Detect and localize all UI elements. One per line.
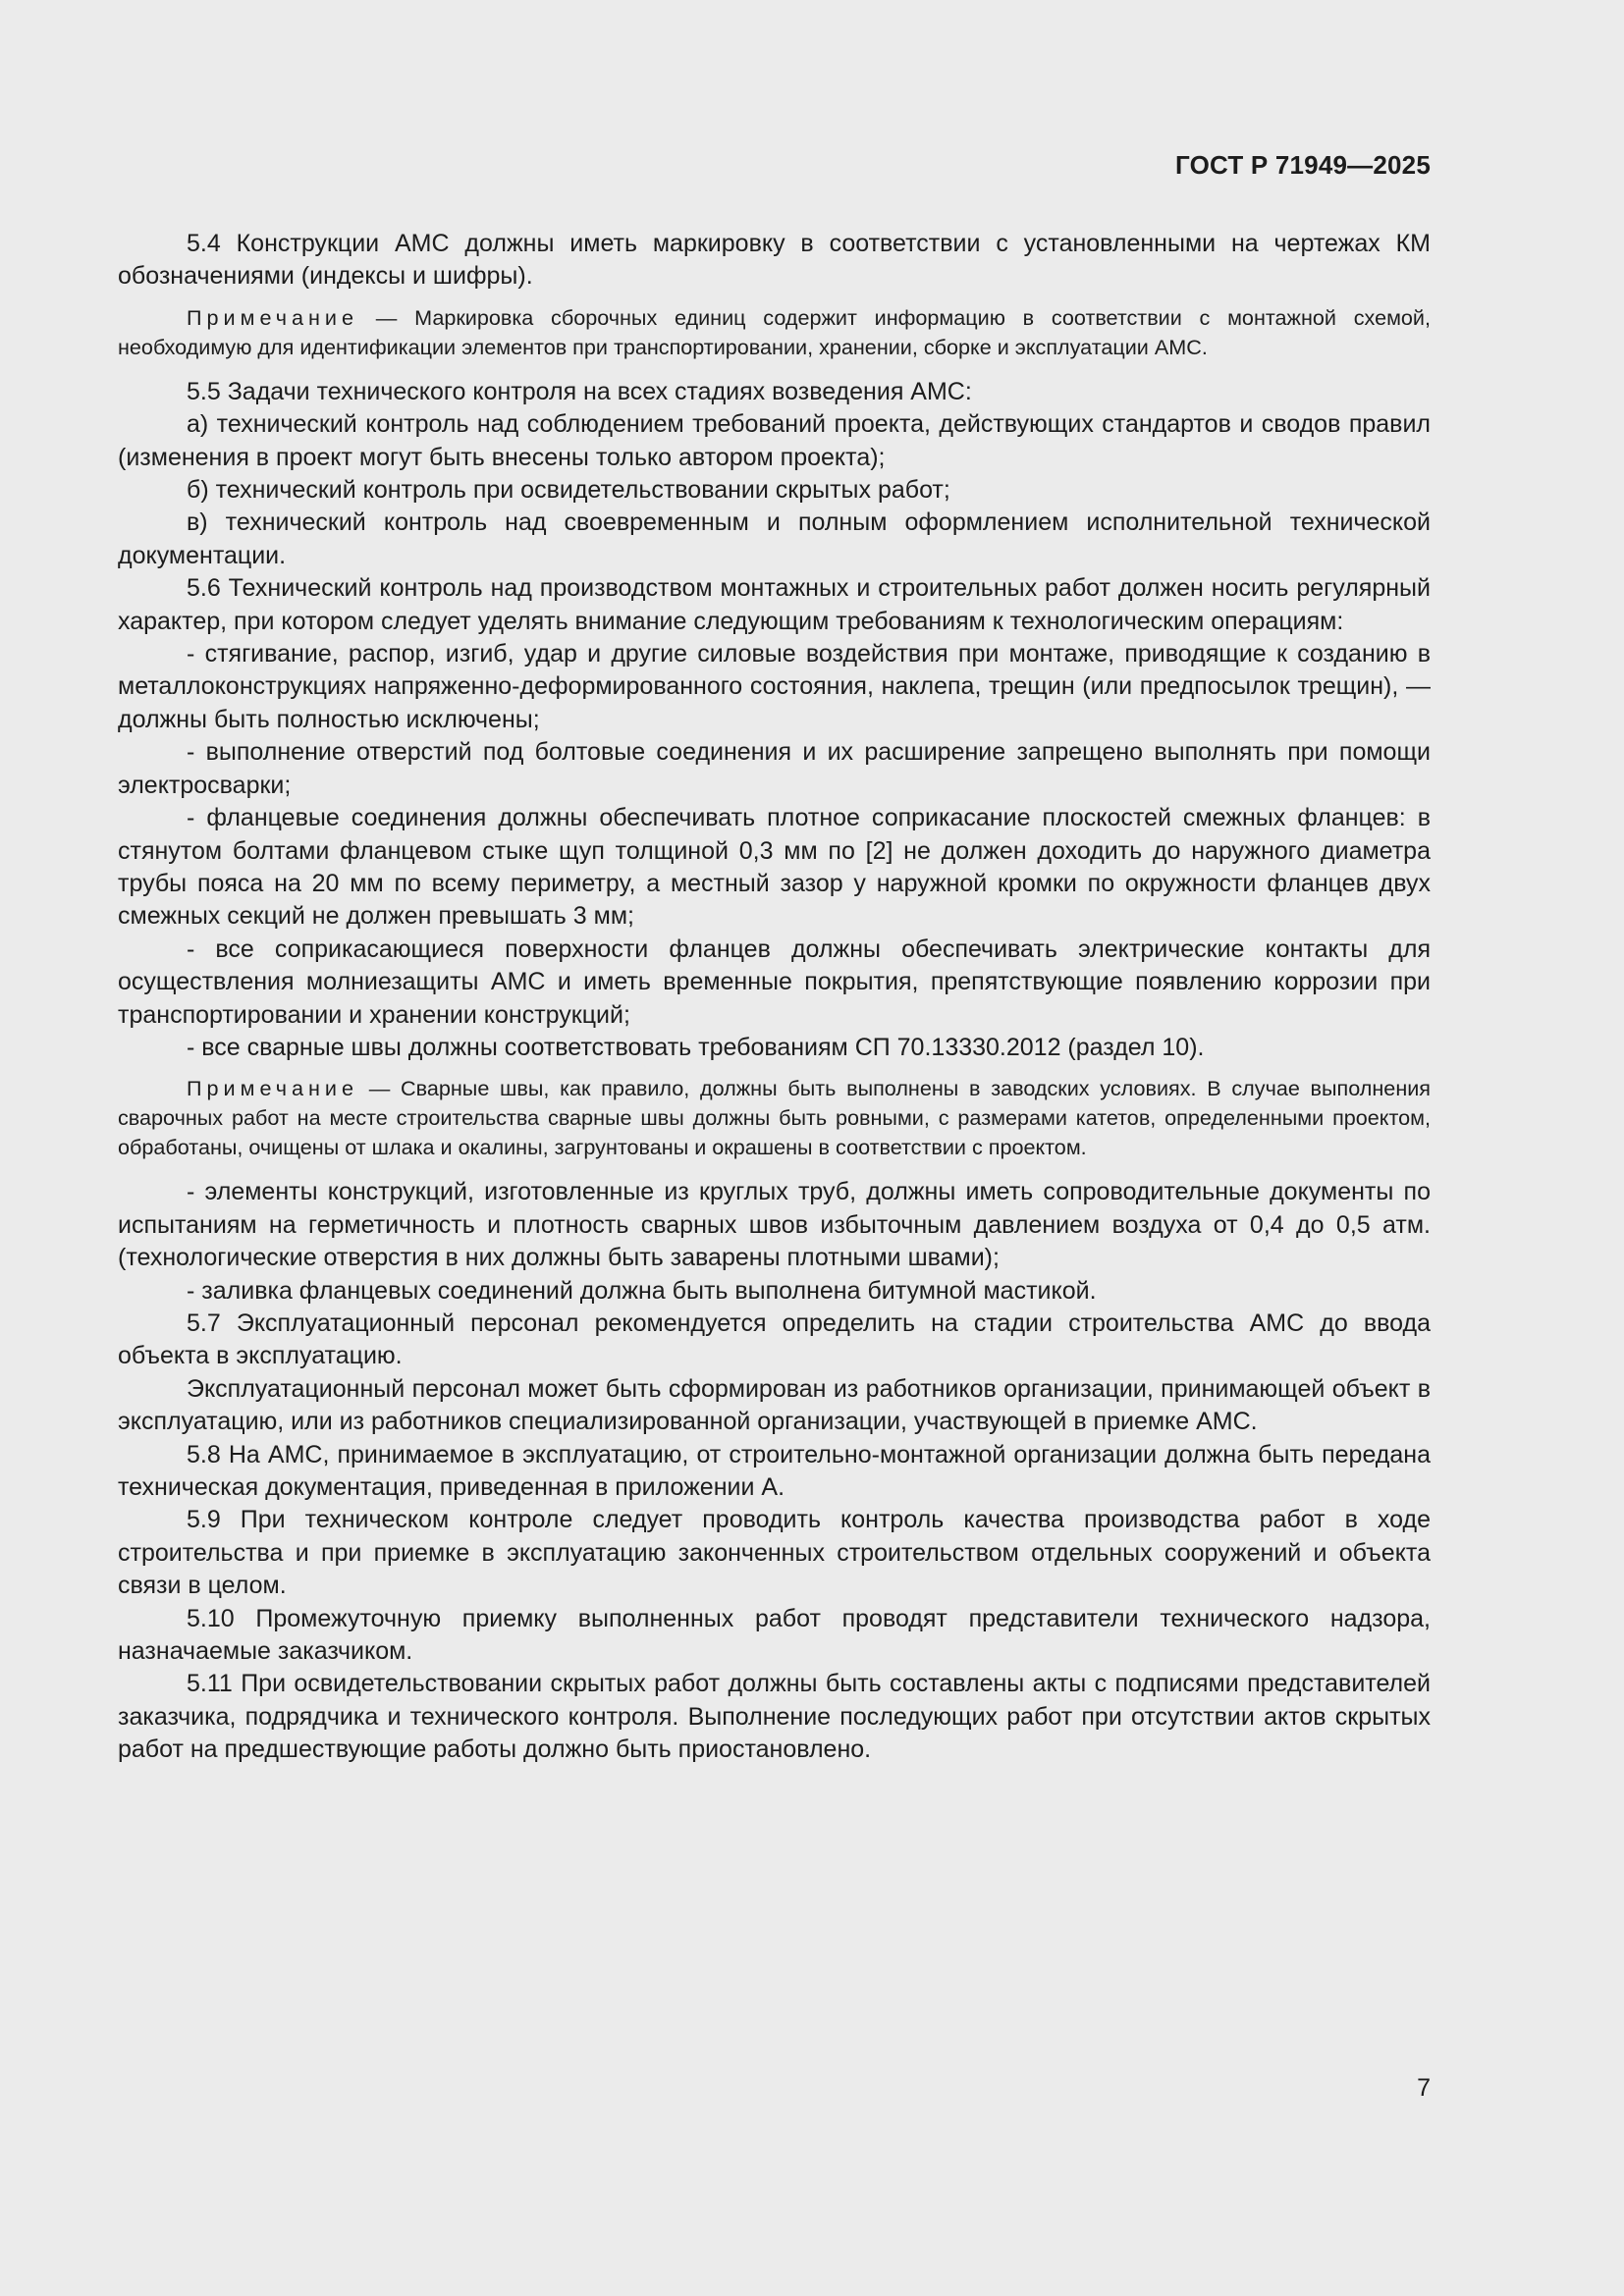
- paragraph-5-5-b: б) технический контроль при освидетельствовании скрытых работ;: [187, 476, 950, 505]
- note-label: Примечание: [187, 1076, 358, 1101]
- list-item: - стягивание, распор, изгиб, удар и другие силовые воздействия при монтаже, приводящие к созданию в металлоконструкциях напряженно-деформированного состояния, наклепа, трещин (или предпосылок трещин), — должны быть полностью исключены;: [118, 640, 1431, 733]
- note-marking: [118, 303, 1431, 362]
- paragraph-5-7-continued: Эксплуатационный персонал может быть сформирован из работников организации, принимающей объект в эксплуатацию, или из работников специализированной организации, участвующей в приемке АМС.: [118, 1374, 1431, 1436]
- paragraph-5-4: 5.4 Конструкции АМС должны иметь маркировку в соответствии с установленными на чертежах КМ обозначениями (индексы и шифры).: [118, 230, 1431, 291]
- note-label: Примечание: [187, 304, 358, 330]
- paragraph-5-5: 5.5 Задачи технического контроля на всех стадиях возведения АМС:: [187, 377, 972, 405]
- note-welds: [118, 1074, 1431, 1162]
- paragraph-5-9: 5.9 При техническом контроле следует проводить контроль качества производства работ в ходе строительства и при приемке в эксплуатацию законченных строительством отдельных сооружений и объекта связи в целом.: [118, 1506, 1431, 1600]
- paragraph-5-5-a: а) технический контроль над соблюдением требований проекта, действующих стандартов и сводов правил (изменения в проект могут быть внесены только автором проекта);: [118, 410, 1431, 471]
- paragraph-5-11: 5.11 При освидетельствовании скрытых работ должны быть составлены акты с подписями представителей заказчика, подрядчика и технического контроля. Выполнение последующих работ при отсутствии актов скрытых работ на предшествующие работы должно быть приостановлено.: [118, 1670, 1431, 1764]
- list-item: - заливка фланцевых соединений должна быть выполнена битумной мастикой.: [187, 1276, 1097, 1305]
- paragraph-5-5-c: в) технический контроль над своевременным и полным оформлением исполнительной технической документации.: [118, 508, 1431, 569]
- paragraph-5-7: 5.7 Эксплуатационный персонал рекомендуется определить на стадии строительства АМС до ввода объекта в эксплуатацию.: [118, 1308, 1431, 1370]
- list-item: - все сварные швы должны соответствовать требованиям СП 70.13330.2012 (раздел 10).: [187, 1033, 1205, 1061]
- page-number: 7: [1417, 2074, 1431, 2102]
- paragraph-5-8: 5.8 На АМС, принимаемое в эксплуатацию, от строительно-монтажной организации должна быть передана техническая документация, приведенная в приложении А.: [118, 1440, 1431, 1501]
- list-item: - все соприкасающиеся поверхности фланцев должны обеспечивать электрические контакты для осуществления молниезащиты АМС и иметь временные покрытия, препятствующие появлению коррозии при транспортировании и хранении конструкций;: [118, 934, 1431, 1029]
- list-item: - элементы конструкций, изготовленные из круглых труб, должны иметь сопроводительные документы по испытаниям на герметичность и плотность сварных швов избыточным давлением воздуха от 0,4 до 0,5 атм. (технологические отверстия в них должны быть заварены плотными швами);: [118, 1178, 1431, 1272]
- document-code-header: ГОСТ Р 71949—2025: [1175, 150, 1431, 180]
- list-item: - выполнение отверстий под болтовые соединения и их расширение запрещено выполнять при помощи электросварки;: [118, 738, 1431, 799]
- note-text: — Сварные швы, как правило, должны быть выполнены в заводских условиях. В случае выполнения сварочных работ на месте строительства сварные швы должны быть ровными, с размерами катетов, определенными проектом, обработаны, очищены от шлака и окалины, загрунтованы и окрашены в соответствии с проектом.: [118, 1076, 1431, 1160]
- list-item: - фланцевые соединения должны обеспечивать плотное соприкасание плоскостей смежных фланцев: в стянутом болтами фланцевом стыке щуп толщиной 0,3 мм по [2] не должен доходить до наружного диаметра трубы пояса на 20 мм по всему периметру, а местный зазор у наружной кромки по окружности фланцев двух смежных секций не должен превышать 3 мм;: [118, 804, 1431, 931]
- note-text: — Маркировка сборочных единиц содержит информацию в соответствии с монтажной схемой, необходимую для идентификации элементов при транспортировании, хранении, сборке и эксплуатации АМС.: [118, 304, 1431, 359]
- paragraph-5-10: 5.10 Промежуточную приемку выполненных работ проводят представители технического надзора, назначаемые заказчиком.: [118, 1604, 1431, 1666]
- paragraph-5-6: 5.6 Технический контроль над производством монтажных и строительных работ должен носить регулярный характер, при котором следует уделять внимание следующим требованиям к технологическим операциям:: [118, 574, 1431, 635]
